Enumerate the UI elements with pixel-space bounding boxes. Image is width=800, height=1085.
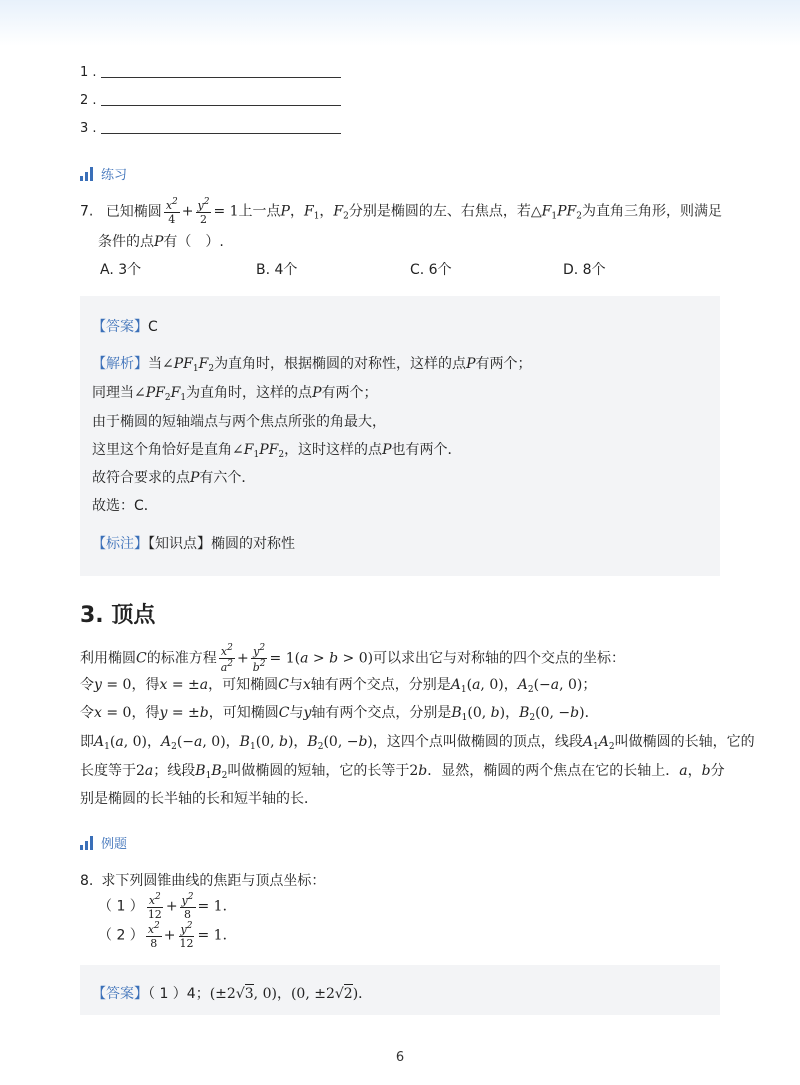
para-text: 令: [80, 705, 94, 721]
analysis-line-4: 这里这个角恰好是直角$\angle F_1PF_2$，这时这样的点P也有两个．: [92, 442, 462, 460]
para-text: 与: [289, 705, 304, 721]
para-text: 轴有两个交点，分别是: [310, 677, 451, 693]
option-a[interactable]: A. 3个: [100, 262, 142, 278]
section3-para-1: 利用椭圆C的标准方程 $\frac{x^2}{a^2}$ + $\frac{y^2}{b^2}$ = 1(a > b > 0)可以求出它与对称轴的四个交点的坐标：: [80, 643, 626, 674]
q8-text: 求下列圆锥曲线的焦距与顶点坐标：: [101, 873, 326, 889]
para-text: 叫做椭圆的长轴，它的: [614, 734, 755, 750]
q7-text: 已知椭圆: [105, 203, 162, 220]
practice-heading: [80, 164, 127, 183]
analysis-text: ，这时这样的点: [284, 442, 383, 458]
blank-number: 1 .: [80, 65, 97, 80]
answer-sep: ，: [276, 986, 291, 1002]
page-number: 6: [395, 1050, 405, 1065]
para-text: 与: [288, 677, 303, 693]
header-gradient: [0, 0, 800, 46]
q7-text: 上一点: [238, 203, 281, 220]
analysis-text: 当: [148, 356, 162, 372]
answer-tag: 【答案】: [92, 319, 148, 335]
blank-number: 2 .: [80, 93, 97, 108]
bar-chart-icon: [80, 836, 93, 850]
analysis-text: 有两个；: [475, 356, 532, 372]
blank-line-1[interactable]: [80, 64, 341, 80]
answer-tag: 【答案】: [92, 986, 148, 1002]
option-c[interactable]: C. 6个: [410, 262, 452, 278]
sub-label: （ 1 ）: [98, 898, 144, 915]
section3-para-2: 令y = 0，得x = ±a，可知椭圆C与x轴有两个交点，分别是$A_1(a$, 0)，$A_2(-a$, 0)；: [80, 677, 597, 695]
sub-label: （ 2 ）: [98, 927, 144, 944]
fraction: $\frac{y^2}{b^2}$: [252, 643, 266, 674]
option-d[interactable]: D. 8个: [563, 262, 606, 278]
question-7-line-2: 条件的点P有（ ）.: [98, 234, 224, 250]
analysis-text: 有两个；: [321, 385, 378, 401]
para-text: 叫做椭圆的短轴，它的长等于: [227, 763, 410, 779]
analysis-text: 也有两个．: [391, 442, 462, 458]
para-text: ，得: [131, 677, 160, 693]
para-text: 的标准方程: [146, 650, 217, 667]
question-7-line-1: 7. 已知椭圆 $\frac{x^2}{4}$ + $\frac{y^2}{2}$ = 1上一点P，$F_1$，$F_2$分别是椭圆的左、右焦点，若$\triangle F_1PF_2$为直角三角形，则满足: [80, 197, 722, 226]
para-text: ．显然，椭圆的两个焦点在它的长轴上．: [427, 763, 680, 779]
para-text: 即: [80, 734, 94, 750]
q7-text: 有（ ）.: [163, 234, 224, 250]
analysis-line-5: 故符合要求的点P有六个．: [92, 470, 256, 486]
blank-underline: [101, 133, 341, 134]
fraction: $\frac{x^2}{8}$: [147, 921, 160, 950]
q7-text: 为直角三角形，则满足: [581, 203, 722, 220]
fraction: $\frac{x^2}{a^2}$: [220, 643, 234, 674]
para-text: 利用椭圆: [80, 650, 136, 667]
para-text: ，这四个点叫做椭圆的顶点，线段: [372, 734, 583, 750]
para-text: ，可知椭圆: [208, 677, 279, 693]
question-number: 7.: [80, 203, 94, 220]
question-number: 8.: [80, 873, 94, 889]
blank-underline: [101, 77, 341, 78]
question-8: [80, 870, 325, 890]
analysis-text: 故符合要求的点: [92, 470, 190, 486]
section3-para-6: 别是椭圆的长半轴的长和短半轴的长．: [80, 791, 318, 807]
q8-sub-2: （ 2 ） $\frac{x^2}{8}$ + $\frac{y^2}{12}$ = 1．: [98, 921, 237, 950]
fraction: $\frac{y^2}{8}$: [181, 892, 194, 921]
q7-text: 条件的点: [98, 234, 154, 250]
section3-para-5: 长度等于2a；线段$B_1B_2$叫做椭圆的短轴，它的长等于2b．显然，椭圆的两个焦点在它的长轴上．a，b分: [80, 763, 725, 781]
blank-underline: [101, 105, 341, 106]
blank-line-2[interactable]: [80, 92, 341, 108]
note-line: [92, 533, 295, 553]
para-text: ，得: [131, 705, 160, 721]
answer-line: [92, 316, 158, 336]
para-text: 长度等于: [80, 763, 136, 779]
note-tag: 【标注】: [92, 536, 148, 552]
para-text: ；线段: [153, 763, 196, 779]
blank-number: 3 .: [80, 121, 97, 136]
analysis-tag: 【解析】: [92, 356, 148, 372]
analysis-text: 这里这个角恰好是直角: [92, 442, 232, 458]
q8-sub-1: （ 1 ） $\frac{x^2}{12}$ + $\frac{y^2}{8}$ = 1．: [98, 892, 237, 921]
analysis-line-2: 同理当$\angle PF_2F_1$为直角时，这样的点P有两个；: [92, 385, 378, 403]
fraction: $\frac{y^2}{12}$: [179, 921, 194, 950]
blank-line-3[interactable]: [80, 120, 341, 136]
answer-text: （ 1 ）4；: [148, 986, 210, 1002]
analysis-text: 同理当: [92, 385, 134, 401]
para-text: ，可知椭圆: [208, 705, 279, 721]
analysis-line-3: 由于椭圆的短轴端点与两个焦点所张的角最大，: [92, 414, 386, 430]
section-title: 3. 顶点: [80, 603, 156, 628]
note-text: 【知识点】椭圆的对称性: [148, 536, 295, 552]
example-label: 例题: [101, 837, 128, 852]
para-text: 分: [710, 763, 725, 779]
fraction: $\frac{y^2}{2}$: [197, 197, 210, 226]
fraction: $\frac{x^2}{4}$: [165, 197, 178, 226]
practice-label: 练习: [101, 168, 128, 183]
analysis-line-6: 故选：C．: [92, 498, 158, 514]
para-text: 轴有两个交点，分别是: [311, 705, 452, 721]
para-text: 可以求出它与对称轴的四个交点的坐标：: [373, 650, 626, 667]
fraction: $\frac{x^2}{12}$: [147, 892, 162, 921]
analysis-text: 有六个．: [199, 470, 256, 486]
example-heading: [80, 833, 127, 852]
analysis-line-1: 【解析】当$\angle PF_1F_2$为直角时，根据椭圆的对称性，这样的点P有两个；: [92, 356, 532, 374]
analysis-text: 为直角时，这样的点: [186, 385, 313, 401]
option-b[interactable]: B. 4个: [256, 262, 298, 278]
answer-8-line: 【答案】（ 1 ）4；(±2√3, 0)，(0, ±2√2)．: [92, 986, 373, 1002]
section3-para-4: 即$A_1(a$, 0)，$A_2(-a$, 0)，$B_1(0$, b)，$B_2(0$, −b)，这四个点叫做椭圆的顶点，线段$A_1A_2$叫做椭圆的长轴，它的: [80, 734, 755, 752]
answer-value: C: [148, 319, 158, 335]
bar-chart-icon: [80, 167, 93, 181]
q7-text: 分别是椭圆的左、右焦点，若: [348, 203, 531, 220]
section3-para-3: 令x = 0，得y = ±b，可知椭圆C与y轴有两个交点，分别是$B_1(0$, b)，$B_2(0$, −b)．: [80, 705, 599, 723]
para-text: 令: [80, 677, 94, 693]
analysis-text: 为直角时，根据椭圆的对称性，这样的点: [214, 356, 467, 372]
